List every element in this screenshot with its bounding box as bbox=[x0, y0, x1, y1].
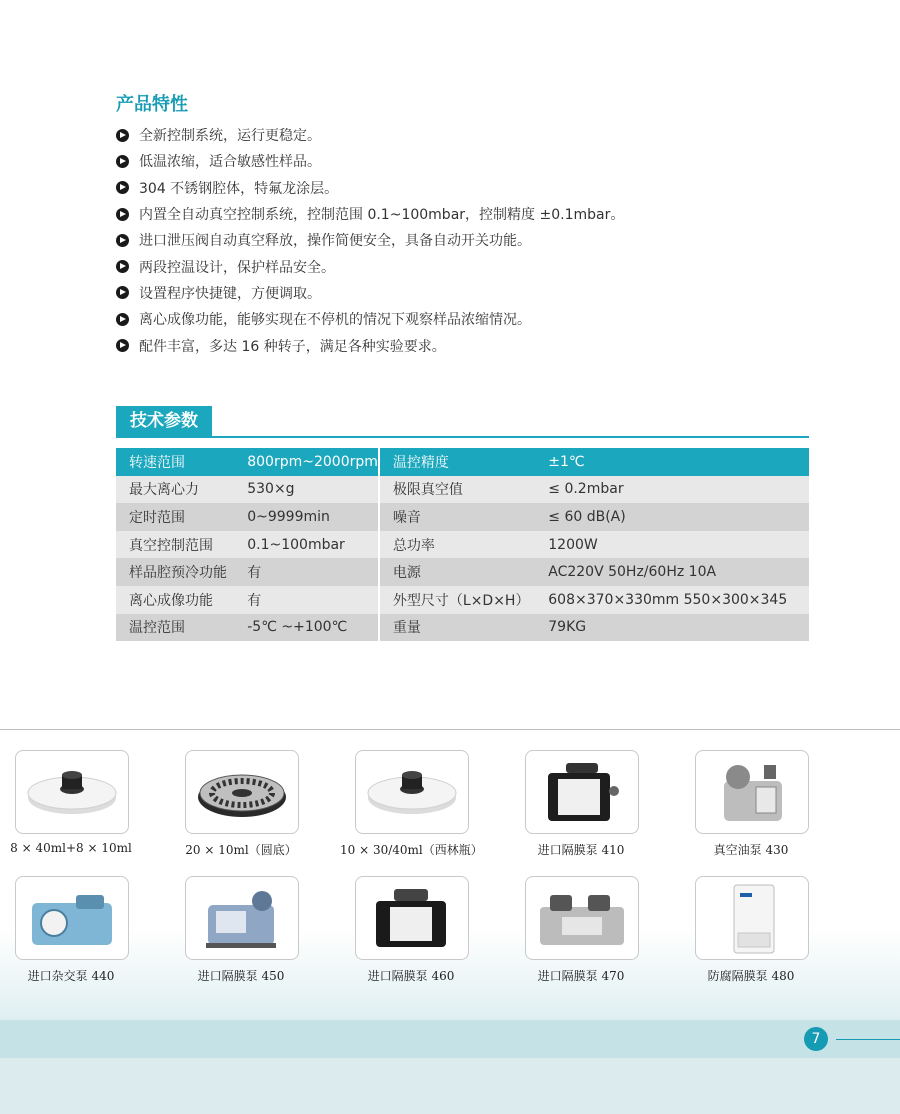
accessory-label: 防腐隔膜泵 480 bbox=[707, 969, 795, 983]
spec-label: 最大离心力 bbox=[116, 476, 234, 504]
feature-text: 304 不锈钢腔体，特氟龙涂层。 bbox=[139, 180, 339, 197]
feature-text: 进口泄压阀自动真空释放，操作简便安全，具备自动开关功能。 bbox=[139, 233, 531, 250]
feature-item bbox=[116, 148, 624, 174]
accessory-label: 进口隔膜泵 450 bbox=[197, 969, 285, 983]
spec-value: 79KG bbox=[535, 614, 809, 642]
specs-row bbox=[116, 614, 809, 642]
feature-text: 离心成像功能，能够实现在不停机的情况下观察样品浓缩情况。 bbox=[139, 312, 531, 329]
spec-value: 800rpm~2000rpm bbox=[234, 448, 379, 476]
accessory-label: 20 × 10ml（圆底） bbox=[185, 843, 297, 857]
accessory-label: 进口隔膜泵 460 bbox=[367, 969, 455, 983]
arrow-bullet-icon bbox=[116, 129, 129, 142]
accessory-label: 进口隔膜泵 410 bbox=[537, 843, 625, 857]
feature-item bbox=[116, 280, 624, 306]
specs-table bbox=[116, 448, 809, 641]
feature-text: 低温浓缩，适合敏感性样品。 bbox=[139, 154, 321, 171]
spec-value: 530×g bbox=[234, 476, 379, 504]
rotor-lid-icon bbox=[15, 750, 129, 834]
arrow-bullet-icon bbox=[116, 181, 129, 194]
page-number-line bbox=[836, 1039, 900, 1040]
diaphragm-pump-black-icon bbox=[525, 750, 639, 834]
spec-label: 温控范围 bbox=[116, 614, 234, 642]
spec-value: 有 bbox=[234, 558, 379, 586]
accessory-label: 进口杂交泵 440 bbox=[27, 969, 115, 983]
accessory-label: 真空油泵 430 bbox=[713, 843, 789, 857]
feature-item bbox=[116, 122, 624, 148]
specs-row bbox=[116, 558, 809, 586]
spec-value: 1200W bbox=[535, 531, 809, 559]
feature-text: 配件丰富，多达 16 种转子，满足各种实验要求。 bbox=[139, 338, 446, 355]
accessories-grid bbox=[0, 750, 900, 990]
spec-value: ≤ 0.2mbar bbox=[535, 476, 809, 504]
spec-value: AC220V 50Hz/60Hz 10A bbox=[535, 558, 809, 586]
specs-row bbox=[116, 448, 809, 476]
dual-pump-icon bbox=[525, 876, 639, 960]
features-heading: 产品特性 bbox=[116, 94, 188, 115]
feature-item bbox=[116, 201, 624, 227]
spec-label: 重量 bbox=[379, 614, 535, 642]
arrow-bullet-icon bbox=[116, 155, 129, 168]
feature-text: 内置全自动真空控制系统，控制范围 0.1~100mbar，控制精度 ±0.1mbar。 bbox=[139, 207, 625, 224]
tube-rotor-icon bbox=[185, 750, 299, 834]
accessory-label: 进口隔膜泵 470 bbox=[537, 969, 625, 983]
spec-label: 总功率 bbox=[379, 531, 535, 559]
features-list bbox=[116, 122, 624, 359]
feature-text: 全新控制系统，运行更稳定。 bbox=[139, 128, 321, 145]
feature-text: 设置程序快捷键，方便调取。 bbox=[139, 285, 321, 302]
footer-bottom bbox=[0, 1058, 900, 1114]
spec-value: -5℃ ~+100℃ bbox=[234, 614, 379, 642]
specs-row bbox=[116, 531, 809, 559]
spec-label: 离心成像功能 bbox=[116, 586, 234, 614]
diaphragm-pump-blue-icon bbox=[185, 876, 299, 960]
spec-value: 608×370×330mm 550×300×345 bbox=[535, 586, 809, 614]
spec-value: 有 bbox=[234, 586, 379, 614]
arrow-bullet-icon bbox=[116, 313, 129, 326]
specs-row bbox=[116, 503, 809, 531]
section-divider bbox=[0, 729, 900, 730]
spec-value: ±1℃ bbox=[535, 448, 809, 476]
spec-value: 0.1~100mbar bbox=[234, 531, 379, 559]
arrow-bullet-icon bbox=[116, 260, 129, 273]
specs-heading: 技术参数 bbox=[116, 406, 212, 436]
spec-label: 电源 bbox=[379, 558, 535, 586]
specs-row bbox=[116, 586, 809, 614]
accessory-label: 8 × 40ml+8 × 10ml bbox=[10, 841, 132, 855]
feature-text: 两段控温设计，保护样品安全。 bbox=[139, 259, 335, 276]
arrow-bullet-icon bbox=[116, 234, 129, 247]
spec-label: 定时范围 bbox=[116, 503, 234, 531]
hybrid-pump-icon bbox=[15, 876, 129, 960]
arrow-bullet-icon bbox=[116, 286, 129, 299]
spec-label: 外型尺寸（L×D×H） bbox=[379, 586, 535, 614]
accessory-label: 10 × 30/40ml（西林瓶） bbox=[340, 843, 483, 857]
spec-label: 转速范围 bbox=[116, 448, 234, 476]
spec-value: 0~9999min bbox=[234, 503, 379, 531]
spec-value: ≤ 60 dB(A) bbox=[535, 503, 809, 531]
arrow-bullet-icon bbox=[116, 339, 129, 352]
diaphragm-pump-black-icon bbox=[355, 876, 469, 960]
feature-item bbox=[116, 175, 624, 201]
spec-label: 温控精度 bbox=[379, 448, 535, 476]
rotor-lid-icon bbox=[355, 750, 469, 834]
feature-item bbox=[116, 306, 624, 332]
specs-heading-bar bbox=[116, 406, 809, 438]
feature-item bbox=[116, 227, 624, 253]
spec-label: 噪音 bbox=[379, 503, 535, 531]
spec-label: 极限真空值 bbox=[379, 476, 535, 504]
cabinet-pump-icon bbox=[695, 876, 809, 960]
spec-label: 样品腔预冷功能 bbox=[116, 558, 234, 586]
oil-pump-icon bbox=[695, 750, 809, 834]
spec-label: 真空控制范围 bbox=[116, 531, 234, 559]
specs-row bbox=[116, 476, 809, 504]
feature-item bbox=[116, 332, 624, 358]
footer-band bbox=[0, 1020, 900, 1058]
page-number: 7 bbox=[804, 1027, 828, 1051]
feature-item bbox=[116, 253, 624, 279]
arrow-bullet-icon bbox=[116, 208, 129, 221]
